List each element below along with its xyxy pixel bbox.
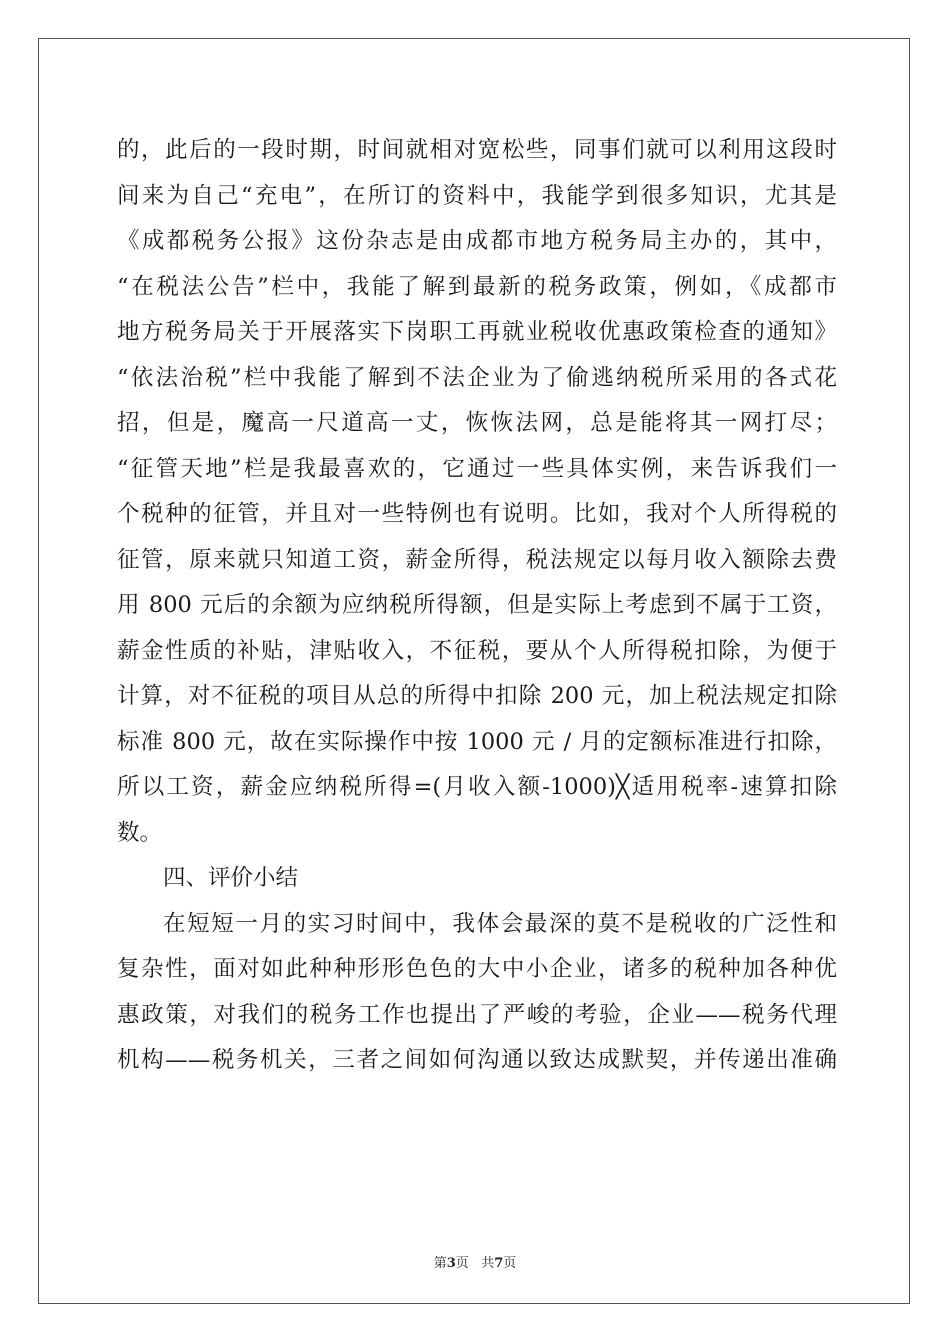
document-body <box>117 128 837 1084</box>
text-line: 数。 <box>117 819 163 846</box>
text-line: 标准 800 元，故在实际操作中按 1000 元 / 月的定额标准进行扣除， <box>117 728 837 755</box>
text-line: “在税法公告”栏中，我能了解到最新的税务政策，例如，《成都市 <box>117 273 837 300</box>
page-prefix: 第 <box>433 1256 447 1271</box>
text-line: 复杂性，面对如此种种形形色色的大中小企业，诸多的税种加各种优 <box>117 956 837 982</box>
text-line: 在短短一月的实习时间中，我体会最深的莫不是税收的广泛性和 <box>163 910 837 937</box>
text-line: 用 800 元后的余额为应纳税所得额，但是实际上考虑到不属于工资， <box>117 592 837 618</box>
text-line: 的，此后的一段时期，时间就相对宽松些，同事们就可以利用这段时 <box>117 137 837 163</box>
text-line: 机构——税务机关，三者之间如何沟通以致达成默契，并传递出准确 <box>117 1047 837 1073</box>
text-line: 惠政策，对我们的税务工作也提出了严峻的考验，企业——税务代理 <box>117 1001 837 1028</box>
text-line: 四、评价小结 <box>163 865 299 891</box>
text-line: 个税种的征管，并且对一些特例也有说明。比如，我对个人所得税的 <box>117 501 837 527</box>
text-line: 征管，原来就只知道工资，薪金所得，税法规定以每月收入额除去费 <box>117 546 837 573</box>
text-line: 间来为自己“充电”，在所订的资料中，我能学到很多知识，尤其是 <box>117 182 837 209</box>
total-suffix: 页 <box>503 1256 517 1271</box>
total-pages: 7 <box>494 1256 504 1271</box>
text-line: 《成都税务公报》这份杂志是由成都市地方税务局主办的，其中， <box>117 228 837 254</box>
text-line: 地方税务局关于开展落实下岗职工再就业税收优惠政策检查的通知》 <box>117 319 837 345</box>
text-line: “征管天地”栏是我最喜欢的，它通过一些具体实例，来告诉我们一 <box>117 455 837 482</box>
page-number: 3 <box>446 1256 456 1271</box>
text-line: 计算，对不征税的项目从总的所得中扣除 200 元，加上税法规定扣除 <box>117 683 837 709</box>
page-suffix: 页 <box>455 1256 469 1271</box>
text-line: 所以工资，薪金应纳税所得=(月收入额-1000)╳适用税率-速算扣除 <box>117 774 837 800</box>
text-line: 招，但是，魔高一尺道高一丈，恢恢法网，总是能将其一网打尽； <box>117 410 837 436</box>
page-footer <box>0 1252 950 1271</box>
text-line: “依法治税”栏中我能了解到不法企业为了偷逃纳税所采用的各式花 <box>117 364 837 391</box>
text-line: 薪金性质的补贴，津贴收入，不征税，要从个人所得税扣除，为便于 <box>117 637 837 664</box>
total-prefix: 共 <box>481 1256 495 1271</box>
